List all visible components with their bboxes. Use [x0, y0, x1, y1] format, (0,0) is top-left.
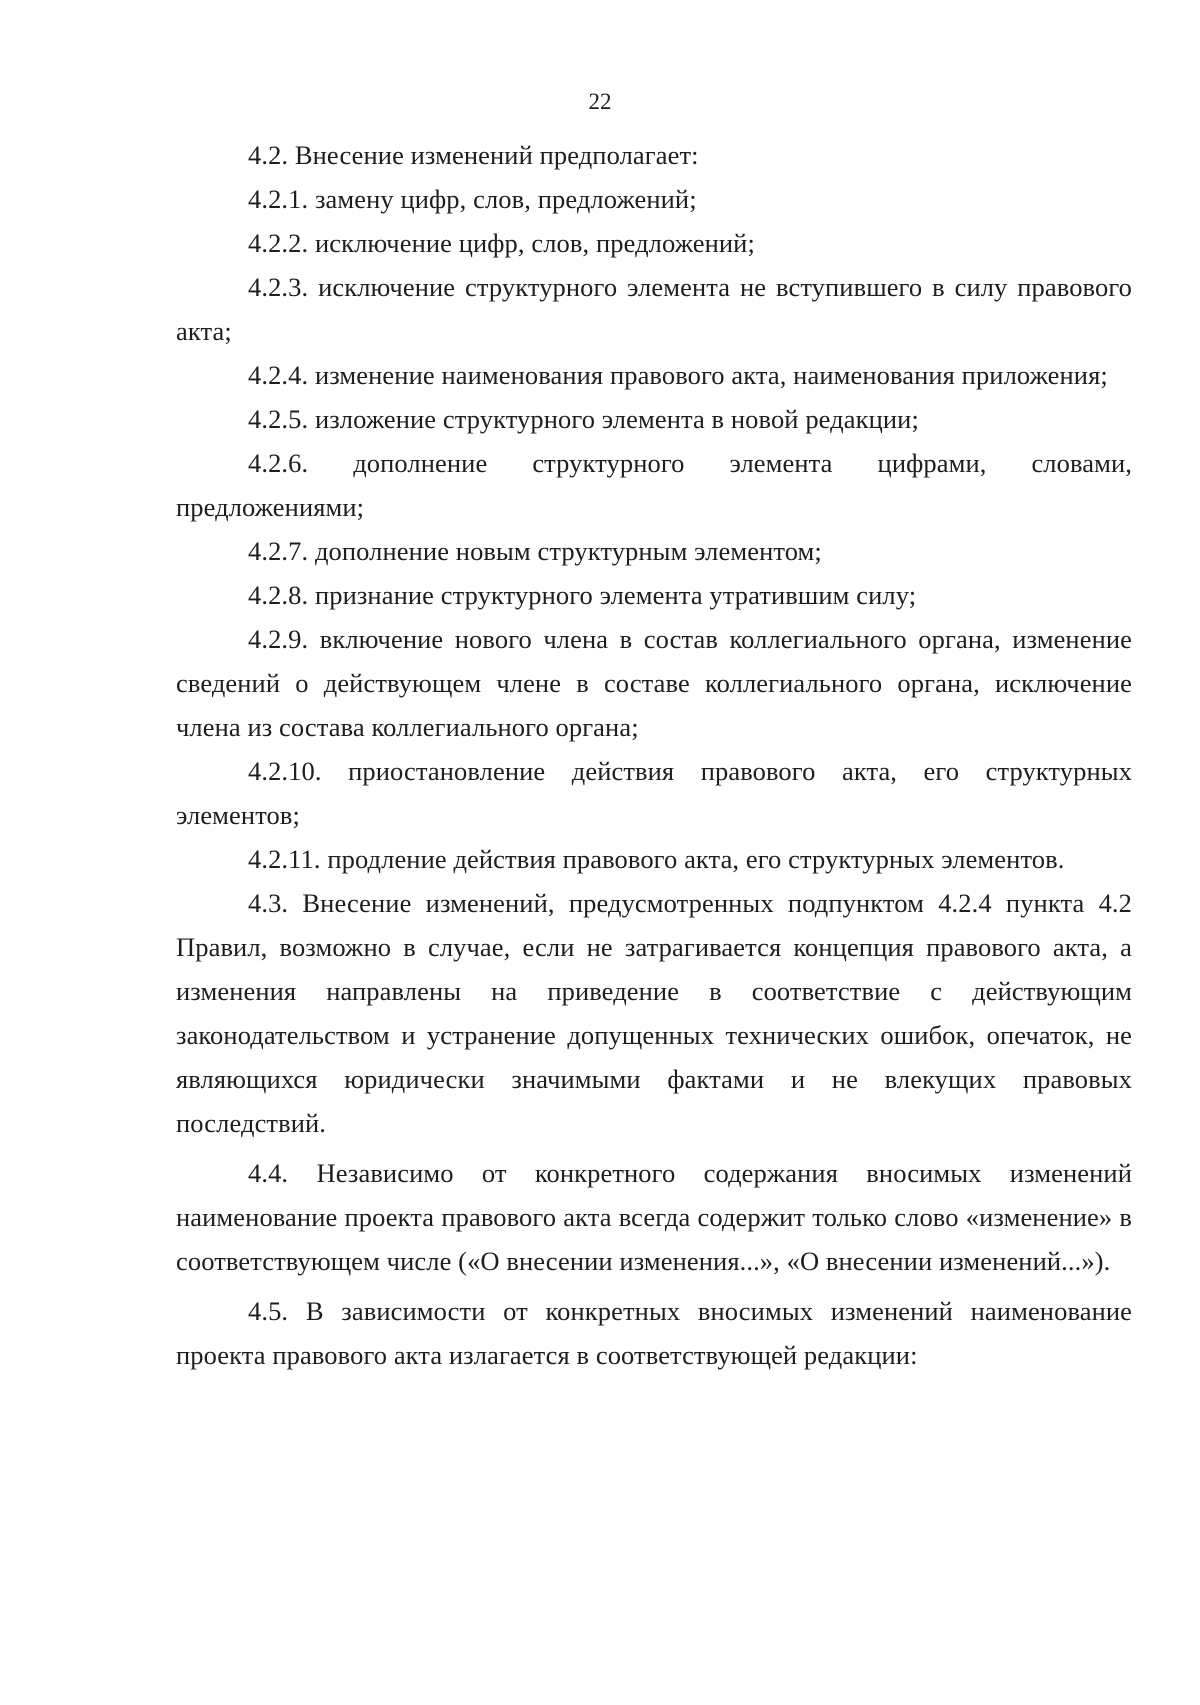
paragraph-4-2-3: 4.2.3. исключение структурного элемента не вступившего в силу правового акта; [176, 272, 1132, 346]
paragraph-4-2-7: 4.2.7. дополнение новым структурным элементом; [248, 536, 822, 566]
paragraph-4-2-1: 4.2.1. замену цифр, слов, предложений; [248, 184, 697, 214]
paragraph-4-4: 4.4. Независимо от конкретного содержания вносимых изменений наименование проекта правового акта всегда содержит только слово «изменение» в соответствующем числе («О внесении изменения...», «О внесении изменений...»). [176, 1158, 1132, 1276]
paragraph-4-2-4: 4.2.4. изменение наименования правового акта, наименования приложения; [248, 360, 1108, 390]
paragraph-4-2-11: 4.2.11. продление действия правового акта, его структурных элементов. [248, 844, 1065, 874]
paragraph-4-2-2: 4.2.2. исключение цифр, слов, предложений; [248, 228, 755, 258]
page-number: 22 [588, 89, 612, 114]
paragraph-4-3: 4.3. Внесение изменений, предусмотренных подпунктом 4.2.4 пункта 4.2 Правил, возможно в случае, если не затрагивается концепция правового акта, а изменения направлены на приведение в соответствие с действующим законодательством и устранение допущенных технических ошибок, опечаток, не являющихся юридически значимыми фактами и не влекущих правовых последствий. [176, 888, 1132, 1138]
paragraph-4-5: 4.5. В зависимости от конкретных вносимых изменений наименование проекта правового акта излагается в соответствующей редакции: [176, 1296, 1132, 1370]
paragraph-4-2-10: 4.2.10. приостановление действия правового акта, его структурных элементов; [176, 756, 1132, 830]
paragraph-4-2-6: 4.2.6. дополнение структурного элемента цифрами, словами, предложениями; [176, 448, 1132, 522]
paragraph-4-2-5: 4.2.5. изложение структурного элемента в новой редакции; [248, 404, 919, 434]
paragraph-4-2: 4.2. Внесение изменений предполагает: [248, 140, 699, 170]
paragraph-4-2-8: 4.2.8. признание структурного элемента утратившим силу; [248, 580, 917, 610]
paragraph-4-2-9: 4.2.9. включение нового члена в состав коллегиального органа, изменение сведений о действующем члене в составе коллегиального органа, исключение члена из состава коллегиального органа; [176, 624, 1132, 742]
document-body [176, 133, 1132, 1377]
